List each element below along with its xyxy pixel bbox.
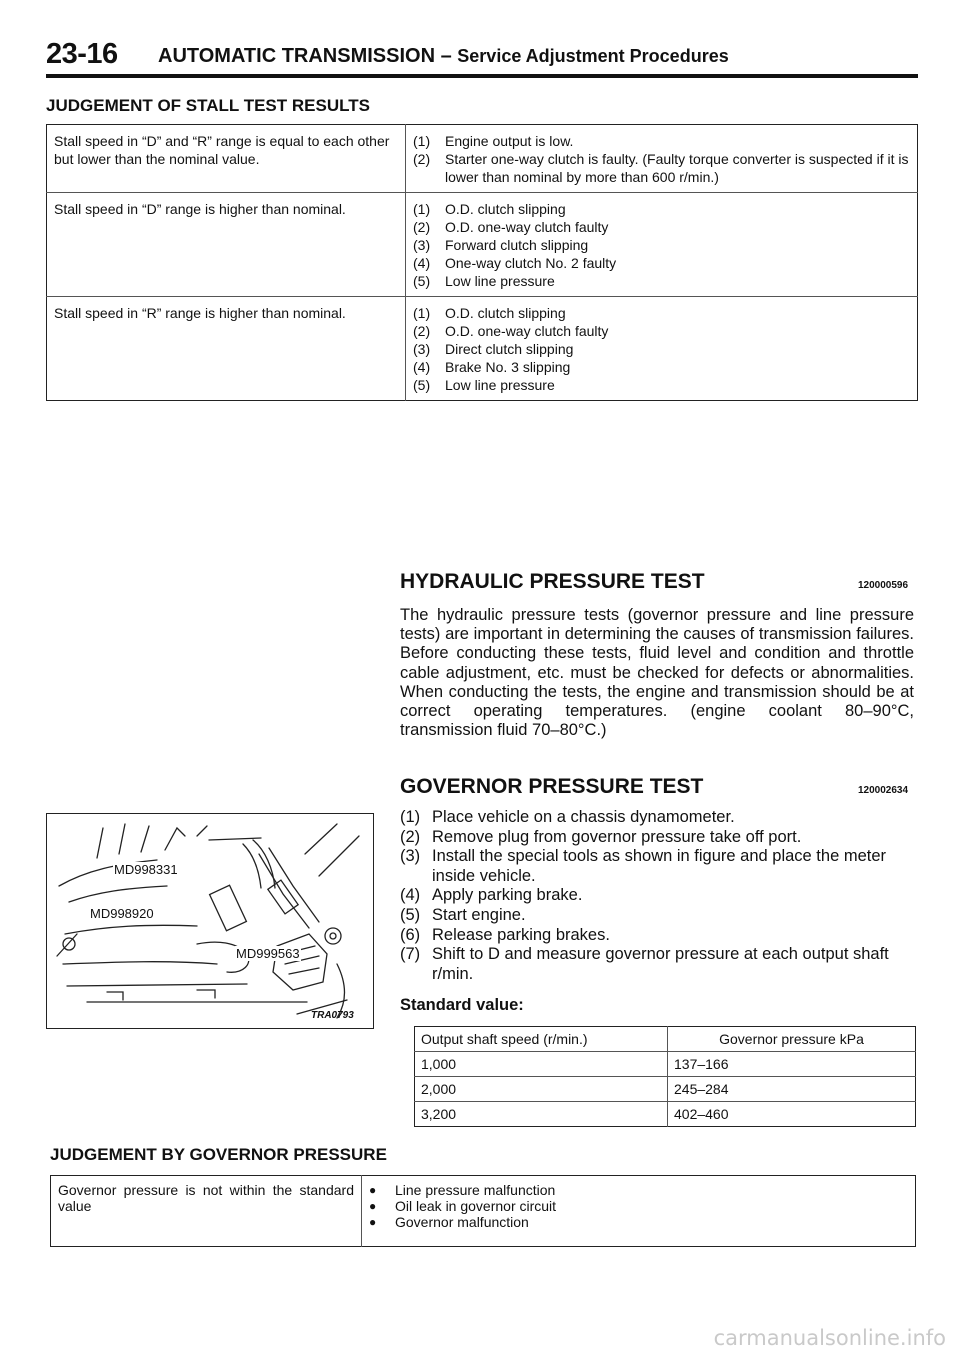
cause-number: (3) bbox=[413, 237, 431, 253]
governor-cause-list bbox=[369, 1182, 908, 1230]
stall-judgement-table bbox=[46, 124, 918, 401]
governor-judgement-heading: JUDGEMENT BY GOVERNOR PRESSURE bbox=[50, 1145, 387, 1164]
tool-label-md998920: MD998920 bbox=[90, 906, 154, 921]
output-speed-cell: 2,000 bbox=[415, 1077, 668, 1102]
list-item bbox=[413, 376, 910, 394]
table-row bbox=[47, 193, 918, 297]
step-number: (1) bbox=[400, 808, 421, 826]
list-item bbox=[413, 236, 910, 254]
list-item bbox=[400, 945, 916, 984]
list-item bbox=[413, 150, 910, 186]
cause-number: (2) bbox=[413, 323, 431, 339]
step-text: Apply parking brake. bbox=[432, 886, 583, 905]
site-watermark: carmanualsonline.info bbox=[713, 1326, 946, 1350]
list-item bbox=[400, 808, 916, 828]
governor-cause-text: Oil leak in governor circuit bbox=[395, 1198, 557, 1214]
list-item bbox=[369, 1198, 908, 1214]
header-rule bbox=[46, 74, 918, 78]
list-item bbox=[400, 847, 916, 886]
governor-cause-text: Governor malfunction bbox=[395, 1214, 529, 1230]
cause-text: O.D. one-way clutch faulty bbox=[445, 219, 609, 235]
cause-list bbox=[413, 132, 910, 186]
stall-causes-cell bbox=[406, 297, 918, 401]
special-tools-figure bbox=[46, 813, 374, 1029]
cause-number: (2) bbox=[413, 219, 431, 235]
step-number: (7) bbox=[400, 945, 421, 964]
list-item bbox=[369, 1182, 908, 1198]
output-speed-cell: 3,200 bbox=[415, 1102, 668, 1127]
table-header-row bbox=[415, 1027, 916, 1052]
step-text: Place vehicle on a chassis dynamometer. bbox=[432, 808, 735, 826]
governor-condition: Governor pressure is not within the standard value bbox=[51, 1176, 362, 1247]
table-row bbox=[47, 297, 918, 401]
page-number: 23-16 bbox=[46, 38, 118, 70]
cause-text: Low line pressure bbox=[445, 273, 555, 289]
governor-test-heading: GOVERNOR PRESSURE TEST bbox=[400, 775, 704, 798]
cause-text: Brake No. 3 slipping bbox=[445, 359, 571, 375]
bullet-icon: ● bbox=[369, 1199, 377, 1213]
stall-condition: Stall speed in “D” and “R” range is equal to each other but lower than the nominal value. bbox=[47, 125, 406, 193]
list-item bbox=[413, 322, 910, 340]
column-header-governor-pressure: Governor pressure kPa bbox=[719, 1031, 864, 1047]
bullet-icon: ● bbox=[369, 1215, 377, 1229]
governor-pressure-cell: 137–166 bbox=[668, 1052, 916, 1077]
list-item bbox=[400, 828, 916, 848]
list-item bbox=[413, 254, 910, 272]
cause-number: (3) bbox=[413, 341, 431, 357]
cause-text: O.D. one-way clutch faulty bbox=[445, 323, 609, 339]
governor-pressure-cell: 402–460 bbox=[668, 1102, 916, 1127]
step-number: (6) bbox=[400, 925, 421, 944]
cause-number: (5) bbox=[413, 273, 431, 289]
tool-label-md999563: MD999563 bbox=[236, 946, 300, 961]
output-speed-cell: 1,000 bbox=[415, 1052, 668, 1077]
standard-value-table bbox=[414, 1026, 916, 1127]
manual-chapter-title: AUTOMATIC TRANSMISSION bbox=[158, 45, 436, 67]
step-number: (4) bbox=[400, 886, 421, 905]
list-item bbox=[413, 340, 910, 358]
list-item bbox=[413, 132, 910, 150]
cause-text: O.D. clutch slipping bbox=[445, 305, 566, 321]
column-header-output-speed: Output shaft speed (r/min.) bbox=[415, 1027, 668, 1052]
title-separator: – bbox=[440, 45, 452, 67]
hydraulic-test-code: 120000596 bbox=[858, 580, 909, 591]
stall-judgement-heading: JUDGEMENT OF STALL TEST RESULTS bbox=[46, 96, 370, 115]
cause-text: Low line pressure bbox=[445, 377, 555, 393]
cause-number: (4) bbox=[413, 359, 431, 375]
transmission-line-drawing bbox=[47, 814, 373, 1028]
list-item bbox=[413, 358, 910, 376]
list-item bbox=[413, 304, 910, 322]
cause-text: Engine output is low. bbox=[445, 133, 574, 149]
cause-list bbox=[413, 304, 910, 394]
tool-label-md998331: MD998331 bbox=[114, 862, 178, 877]
hydraulic-test-body: The hydraulic pressure tests (governor pressure and line pressure tests) are important in determining the causes of transmission failures. Before conducting these tests, fluid level and condition and throttle cable adjustment, etc. must be checked for defects or abnormalities. When conducting the tests, the engine and transmission should be at correct operating temperatures. (engine coolant 80–90°C, transmission fluid 70–80°C.) bbox=[400, 606, 914, 740]
list-item bbox=[413, 200, 910, 218]
table-row bbox=[51, 1176, 916, 1247]
bullet-icon: ● bbox=[369, 1183, 377, 1197]
governor-cause-text: Line pressure malfunction bbox=[395, 1182, 556, 1198]
standard-value-label: Standard value: bbox=[400, 996, 524, 1014]
list-item bbox=[400, 926, 916, 946]
list-item bbox=[413, 272, 910, 290]
stall-causes-cell bbox=[406, 193, 918, 297]
cause-number: (2) bbox=[413, 151, 431, 167]
hydraulic-test-heading: HYDRAULIC PRESSURE TEST bbox=[400, 570, 705, 593]
step-text: Remove plug from governor pressure take off port. bbox=[432, 827, 802, 846]
step-number: (3) bbox=[400, 847, 421, 866]
list-item bbox=[400, 906, 916, 926]
cause-number: (1) bbox=[413, 133, 431, 149]
step-text: Shift to D and measure governor pressure at each output shaft r/min. bbox=[432, 945, 889, 983]
figure-code: TRA0793 bbox=[311, 1010, 354, 1021]
list-item bbox=[400, 886, 916, 906]
stall-condition: Stall speed in “D” range is higher than nominal. bbox=[47, 193, 406, 297]
table-row bbox=[415, 1077, 916, 1102]
governor-causes-cell bbox=[362, 1176, 916, 1247]
governor-test-steps bbox=[400, 808, 916, 984]
step-text: Release parking brakes. bbox=[432, 925, 610, 944]
step-number: (5) bbox=[400, 905, 421, 924]
step-text: Install the special tools as shown in figure and place the meter inside vehicle. bbox=[432, 847, 887, 885]
stall-causes-cell bbox=[406, 125, 918, 193]
cause-number: (4) bbox=[413, 255, 431, 271]
cause-number: (1) bbox=[413, 201, 431, 217]
page-title bbox=[158, 45, 729, 68]
list-item bbox=[413, 218, 910, 236]
governor-pressure-cell: 245–284 bbox=[668, 1077, 916, 1102]
cause-text: One-way clutch No. 2 faulty bbox=[445, 255, 617, 271]
cause-text: Starter one-way clutch is faulty. (Faulty torque converter is suspected if it is lower than nominal by more than 600 r/min.) bbox=[445, 151, 909, 185]
governor-judgement-table bbox=[50, 1175, 916, 1247]
cause-number: (1) bbox=[413, 305, 431, 321]
cause-list bbox=[413, 200, 910, 290]
step-text: Start engine. bbox=[432, 905, 526, 924]
cause-text: O.D. clutch slipping bbox=[445, 201, 566, 217]
governor-test-code: 120002634 bbox=[858, 785, 909, 796]
cause-text: Direct clutch slipping bbox=[445, 341, 574, 357]
table-row bbox=[415, 1102, 916, 1127]
table-row bbox=[47, 125, 918, 193]
table-row bbox=[415, 1052, 916, 1077]
cause-number: (5) bbox=[413, 377, 431, 393]
list-item bbox=[369, 1214, 908, 1230]
cause-text: Forward clutch slipping bbox=[445, 237, 589, 253]
stall-condition: Stall speed in “R” range is higher than nominal. bbox=[47, 297, 406, 401]
step-number: (2) bbox=[400, 827, 421, 846]
manual-section-subtitle: Service Adjustment Procedures bbox=[457, 46, 729, 66]
